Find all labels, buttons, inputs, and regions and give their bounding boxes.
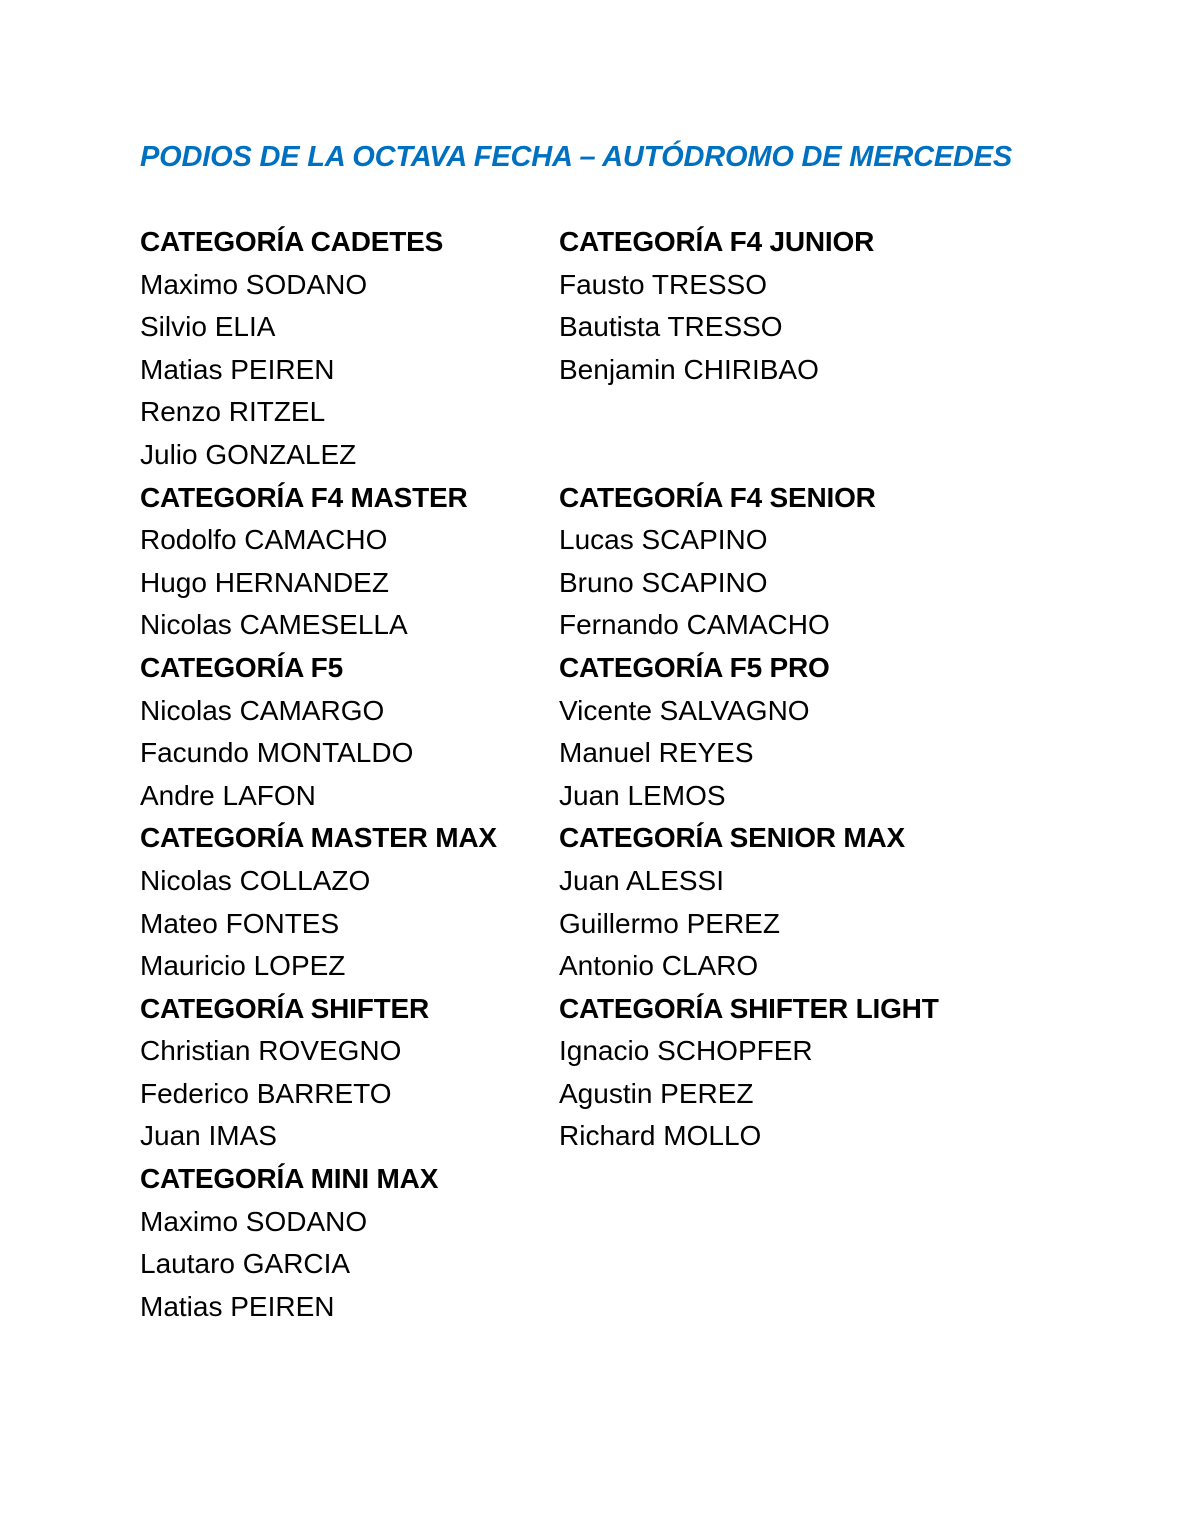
- driver-name: Antonio CLARO: [559, 950, 759, 982]
- driver-name: Maximo SODANO: [140, 268, 368, 300]
- category-block-f5-pro: [559, 647, 939, 817]
- category-heading: CATEGORÍA SENIOR MAX: [559, 822, 906, 854]
- category-heading: CATEGORÍA F4 MASTER: [140, 481, 468, 513]
- driver-name: Silvio ELIA: [140, 311, 276, 343]
- driver-name: Matias PEIREN: [140, 1290, 335, 1322]
- driver-name: Ignacio SCHOPFER: [559, 1035, 813, 1067]
- category-heading: CATEGORÍA CADETES: [140, 226, 444, 257]
- driver-name: Maximo SODANO: [140, 1205, 368, 1237]
- page-title: PODIOS DE LA OCTAVA FECHA – AUTÓDROMO DE MERCEDES: [140, 141, 1013, 173]
- category-block-f4-senior: [559, 477, 939, 647]
- driver-name: Juan ALESSI: [559, 864, 725, 896]
- driver-name: Manuel REYES: [559, 737, 754, 769]
- driver-name: Mauricio LOPEZ: [140, 950, 346, 982]
- category-heading: CATEGORÍA F5 PRO: [559, 651, 830, 683]
- category-heading: CATEGORÍA F5: [140, 651, 343, 683]
- driver-name: Hugo HERNANDEZ: [140, 566, 389, 598]
- category-block-senior-max: [559, 817, 939, 987]
- category-block-mini-max: [140, 1158, 497, 1328]
- category-block-f4-master: [140, 477, 497, 647]
- category-heading: CATEGORÍA MINI MAX: [140, 1163, 439, 1195]
- category-heading: CATEGORÍA MASTER MAX: [140, 822, 497, 854]
- driver-name: Lucas SCAPINO: [559, 524, 768, 556]
- category-heading: CATEGORÍA SHIFTER: [140, 992, 430, 1024]
- driver-name: Rodolfo CAMACHO: [140, 524, 388, 556]
- category-block-shifter: [140, 988, 497, 1158]
- category-block-f5: [140, 647, 497, 817]
- driver-name: Vicente SALVAGNO: [559, 694, 810, 726]
- driver-name: Andre LAFON: [140, 779, 316, 811]
- driver-name: Matias PEIREN: [140, 353, 335, 385]
- driver-name: Federico BARRETO: [140, 1077, 392, 1109]
- driver-name: Facundo MONTALDO: [140, 737, 414, 769]
- category-heading: CATEGORÍA SHIFTER LIGHT: [559, 992, 939, 1024]
- driver-name: Nicolas CAMARGO: [140, 694, 385, 726]
- driver-name: Bruno SCAPINO: [559, 566, 768, 598]
- driver-name: Nicolas COLLAZO: [140, 864, 371, 896]
- driver-name: Guillermo PEREZ: [559, 907, 780, 939]
- driver-name: Nicolas CAMESELLA: [140, 609, 408, 641]
- category-block-f4-junior: [559, 221, 939, 391]
- driver-name: Fernando CAMACHO: [559, 609, 830, 641]
- right-column: [559, 221, 939, 1158]
- left-column: [140, 221, 497, 1328]
- category-block-cadetes: [140, 221, 497, 477]
- category-block-shifter-light: [559, 988, 939, 1158]
- driver-name: Lautaro GARCIA: [140, 1248, 351, 1280]
- driver-name: Julio GONZALEZ: [140, 438, 357, 470]
- driver-name: Juan IMAS: [140, 1120, 277, 1152]
- category-heading: CATEGORÍA F4 JUNIOR: [559, 226, 875, 257]
- driver-name: Mateo FONTES: [140, 907, 340, 939]
- driver-name: Bautista TRESSO: [559, 311, 783, 343]
- blank-line: [559, 391, 939, 434]
- blank-line: [559, 434, 939, 477]
- driver-name: Richard MOLLO: [559, 1120, 762, 1152]
- driver-name: Christian ROVEGNO: [140, 1035, 402, 1067]
- driver-name: Juan LEMOS: [559, 779, 726, 811]
- driver-name: Renzo RITZEL: [140, 396, 326, 428]
- category-block-master-max: [140, 817, 497, 987]
- category-heading: CATEGORÍA F4 SENIOR: [559, 481, 876, 513]
- driver-name: Agustin PEREZ: [559, 1077, 754, 1109]
- driver-name: Benjamin CHIRIBAO: [559, 353, 819, 385]
- driver-name: Fausto TRESSO: [559, 268, 768, 300]
